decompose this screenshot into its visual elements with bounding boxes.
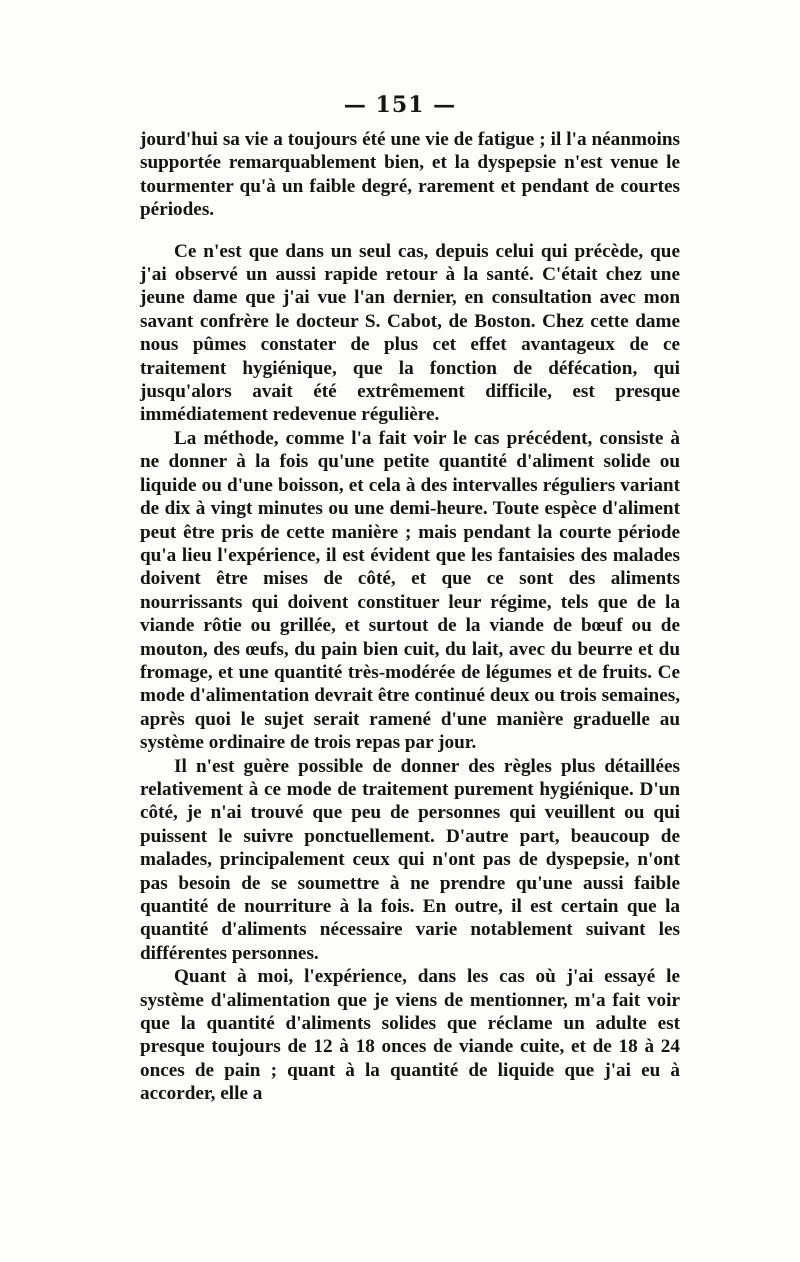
paragraph-continuation: jourd'hui sa vie a toujours été une vie de fatigue ; il l'a néanmoins supportée remarquablement bien, et la dyspepsie n'est venue le tourmenter qu'à un faible degré, rarement et pendant de courtes périodes. (140, 129, 680, 221)
paragraph: La méthode, comme l'a fait voir le cas précédent, consiste à ne donner à la fois qu'une petite quantité d'aliment solide ou liquide ou d'une boisson, et cela à des intervalles réguliers variant de dix à vingt minutes ou une demi-heure. Toute espèce d'aliment peut être pris de cette manière ; mais pendant la courte période qu'a lieu l'expérience, il est évident que les fantaisies des malades doivent être mises de côté, et que ce sont des aliments nourrissants qui doivent constituer leur régime, tels que de la viande rôtie ou grillée, et surtout de la viande de bœuf ou de mouton, des œufs, du pain bien cuit, du lait, avec du beurre et du fromage, et une quantité très-modérée de légumes et de fruits. Ce mode d'alimentation devrait être continué deux ou trois semaines, après quoi le sujet serait ramené d'une manière graduelle au système ordinaire de trois repas par jour. (140, 427, 680, 754)
paragraph: Ce n'est que dans un seul cas, depuis celui qui précède, que j'ai observé un aussi rapide retour à la santé. C'était chez une jeune dame que j'ai vue l'an dernier, en consultation avec mon savant confrère le docteur S. Cabot, de Boston. Chez cette dame nous pûmes constater de plus cet effet avantageux de ce traitement hygiénique, que la fonction de défécation, qui jusqu'alors avait été extrêmement difficile, est presque immédiatement redevenue régulière. (140, 240, 680, 426)
body-text (140, 128, 680, 1106)
paragraph: Quant à moi, l'expérience, dans les cas où j'ai essayé le système d'alimentation que je viens de mentionner, m'a fait voir que la quantité d'aliments solides que réclame un adulte est presque toujours de 12 à 18 onces de viande cuite, et de 18 à 24 onces de pain ; quant à la quantité de liquide que j'ai eu à accorder, elle a (140, 966, 680, 1105)
paragraph: Il n'est guère possible de donner des règles plus détaillées relativement à ce mode de traitement purement hygiénique. D'un côté, je n'ai trouvé que peu de personnes qui veuillent ou qui puissent le suivre ponctuellement. D'autre part, beaucoup de malades, principalement ceux qui n'ont pas de dyspepsie, n'ont pas besoin de se soumettre à ne prendre qu'une aussi faible quantité de nourriture à la fois. En outre, il est certain que la quantité d'aliments nécessaire varie notablement suivant les différentes personnes. (140, 755, 680, 964)
page-number: — 151 — (343, 92, 457, 118)
